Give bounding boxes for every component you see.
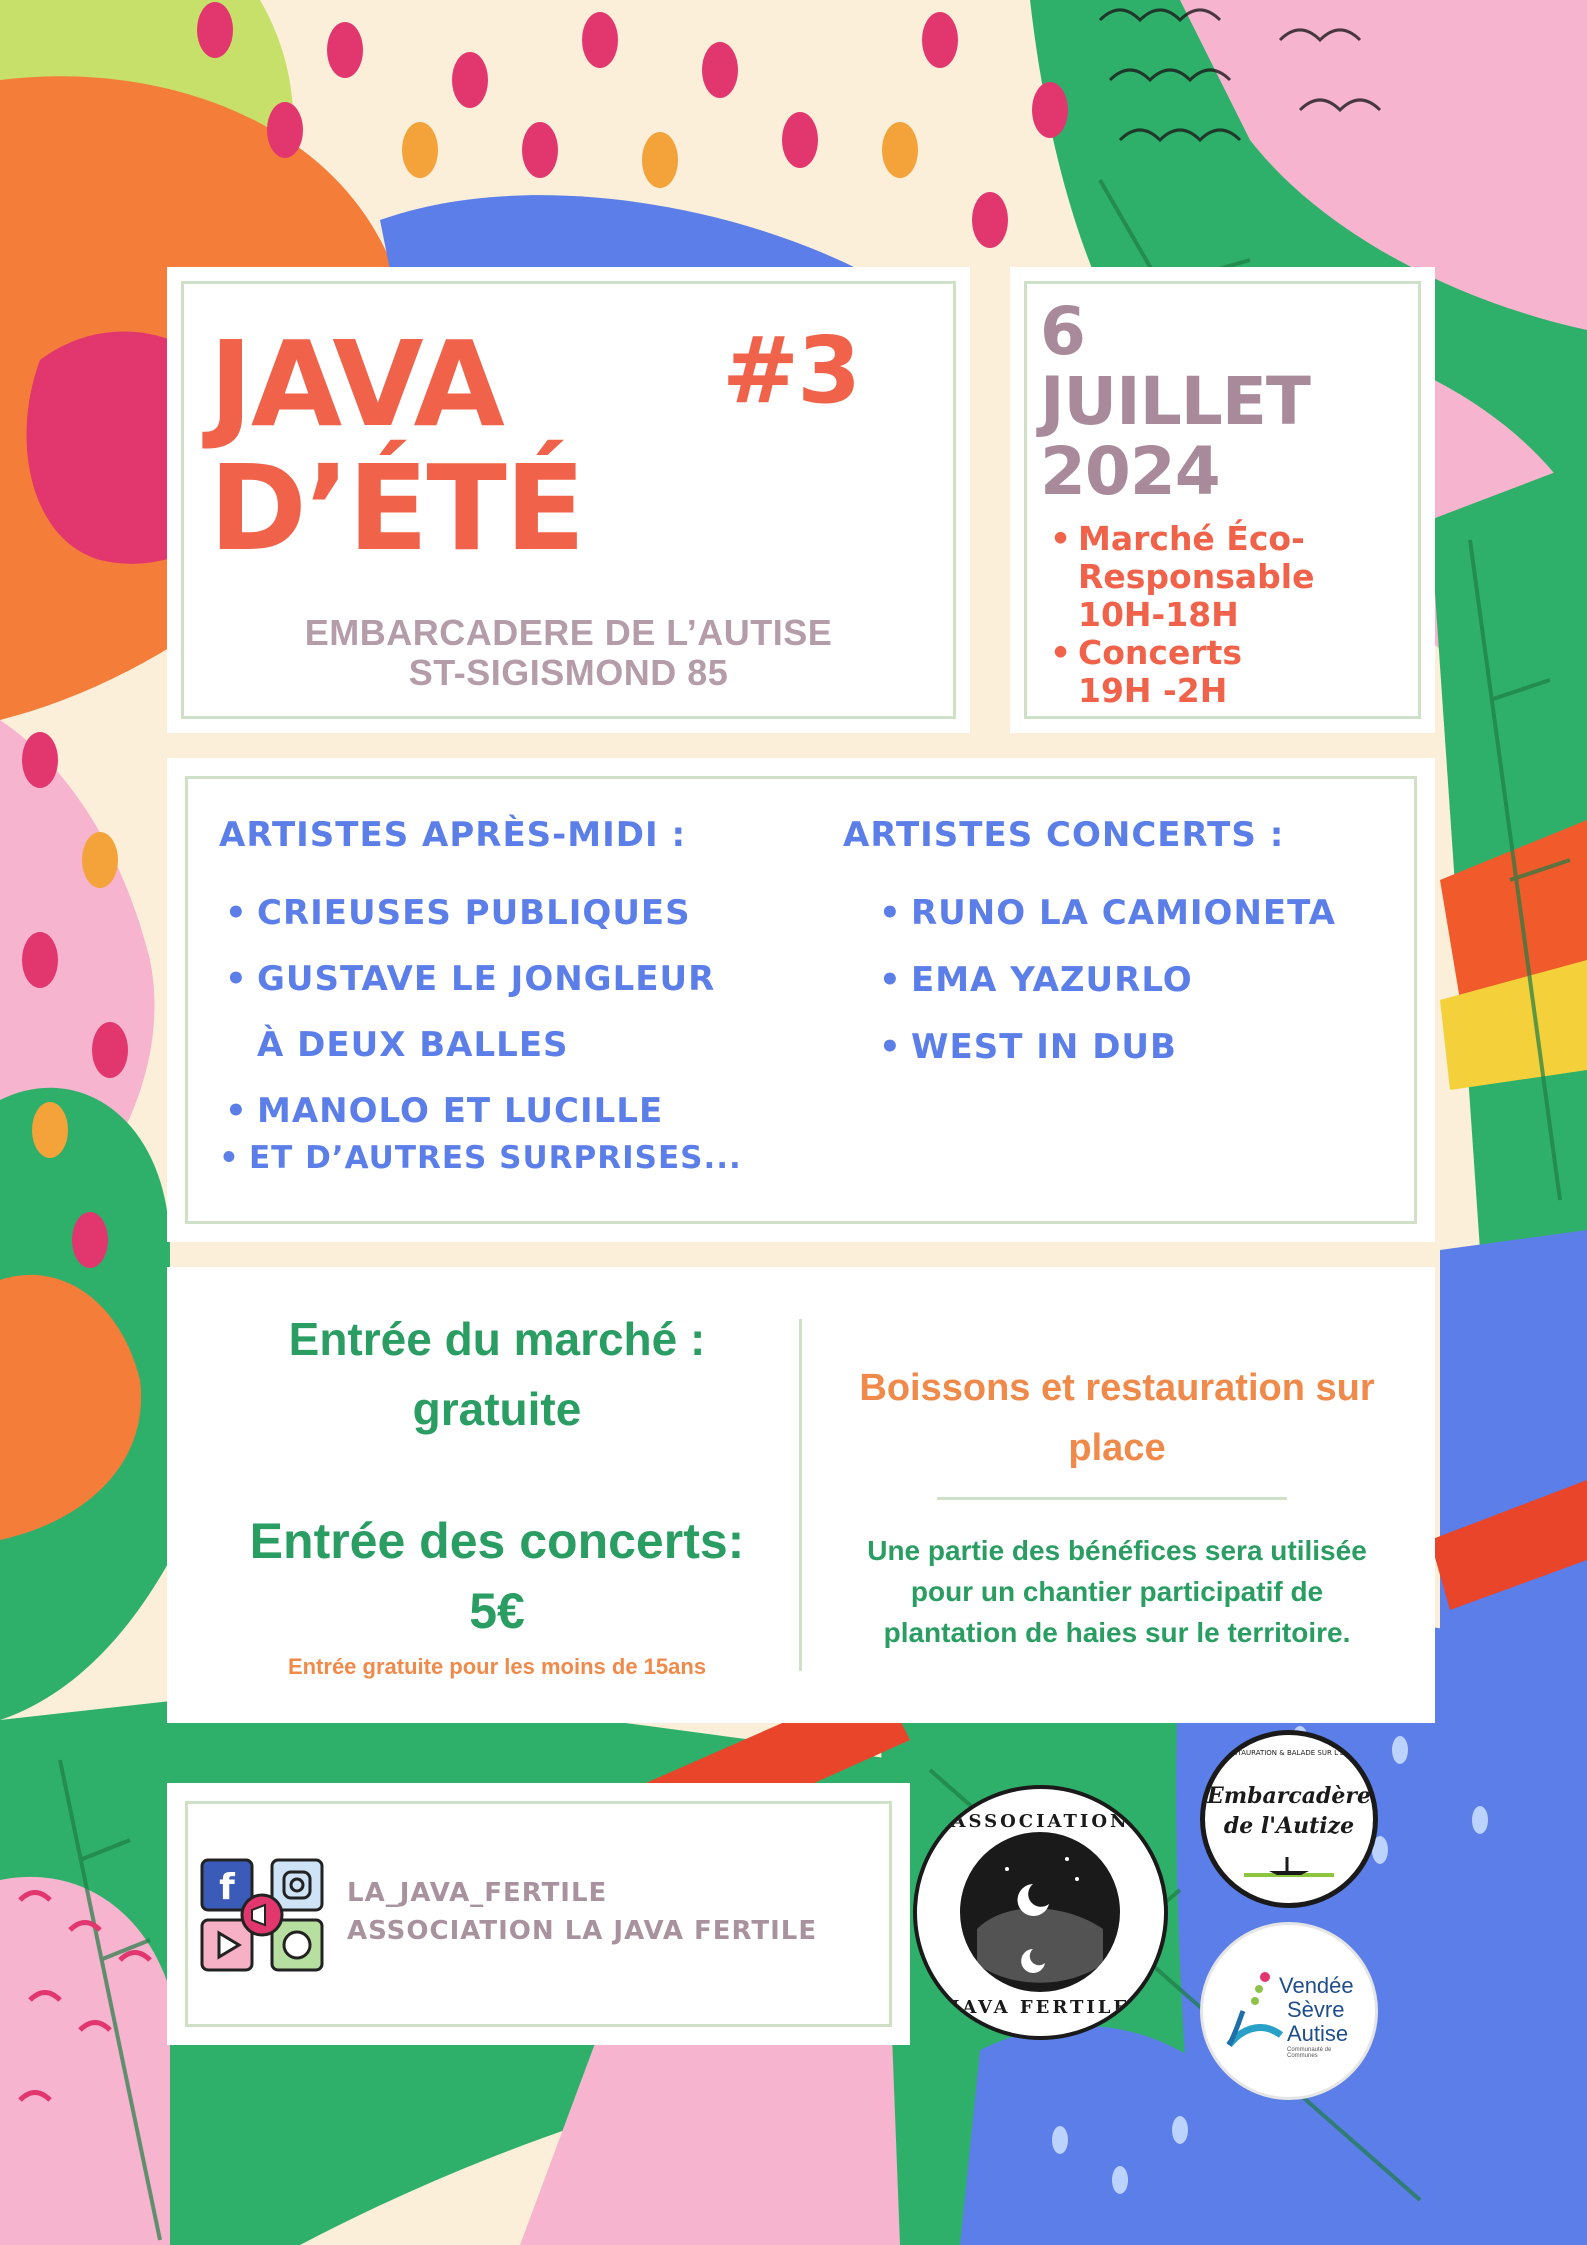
date-day: 6 <box>1040 293 1085 370</box>
embarcadere-name-cont: de l'Autize <box>1223 1813 1355 1839</box>
social-association: ASSOCIATION LA JAVA FERTILE <box>347 1916 818 1946</box>
event-number: #3 <box>722 317 860 424</box>
social-card <box>167 1783 910 2045</box>
schedule-concerts-hours: 19H -2H <box>1078 671 1228 710</box>
boat-icon <box>1239 1853 1339 1883</box>
schedule-market-hours: 10H-18H <box>1078 595 1239 634</box>
date-card <box>1010 267 1435 733</box>
afternoon-more <box>219 1140 742 1176</box>
vendee-sevre-autise-logo <box>1200 1922 1378 2100</box>
schedule-market-label: • Marché Éco- <box>1078 519 1305 558</box>
afternoon-artist: • GUSTAVE LE JONGLEUR <box>219 946 715 1012</box>
column-divider <box>799 1319 802 1671</box>
food-info: Boissons et restauration sur <box>859 1367 1375 1409</box>
schedule-list <box>1046 520 1314 710</box>
svg-text:f: f <box>219 1867 235 1908</box>
concert-entry-label: Entrée des concerts: <box>249 1513 745 1569</box>
embarcadere-logo <box>1200 1730 1378 1908</box>
benefit-note-3: plantation de haies sur le territoire. <box>883 1617 1351 1648</box>
social-handle: LA_JAVA_FERTILE <box>347 1878 608 1908</box>
concert-artist: • WEST IN DUB <box>873 1014 1336 1081</box>
title-card <box>167 267 970 733</box>
concert-artist: • RUNO LA CAMIONETA <box>873 880 1336 947</box>
food-info-cont: place <box>1068 1427 1166 1469</box>
food-divider <box>937 1497 1287 1500</box>
java-logo-top-text: ASSOCIATION <box>951 1811 1130 1832</box>
embarcadere-ring-text: RESTAURATION & BALADE SUR L'EAU <box>1223 1749 1355 1757</box>
concert-entry-price: 5€ <box>469 1583 525 1639</box>
event-title: JAVA <box>209 315 503 453</box>
vsa-name-3: Autise <box>1287 2021 1349 2046</box>
market-entry-price: gratuite <box>412 1383 582 1435</box>
date-month: JUILLET <box>1040 363 1310 440</box>
afternoon-more-text: ET D’AUTRES SURPRISES... <box>249 1140 742 1176</box>
afternoon-artists-heading: ARTISTES APRÈS-MIDI : <box>219 815 687 855</box>
vsa-name-2: Sèvre <box>1287 1997 1345 2022</box>
artists-card <box>167 758 1435 1242</box>
schedule-market-label-cont: Responsable <box>1078 557 1315 596</box>
venue-location: ST-SIGISMOND 85 <box>408 652 729 693</box>
benefit-note-1: Une partie des bénéfices sera utilisée <box>867 1535 1367 1566</box>
concert-free-note: Entrée gratuite pour les moins de 15ans <box>287 1654 707 1679</box>
event-subtitle: D’ÉTÉ <box>209 439 584 577</box>
afternoon-artists-list <box>219 880 715 1144</box>
concert-artists-list <box>873 880 1336 1081</box>
bullet: • <box>219 1140 240 1176</box>
date-year: 2024 <box>1040 433 1220 510</box>
java-fertile-logo <box>913 1785 1168 2040</box>
vsa-name-1: Vendée <box>1279 1973 1354 1998</box>
afternoon-artist-cont <box>219 1012 715 1078</box>
java-logo-bottom-text: JAVA FERTILE <box>950 1997 1131 2018</box>
afternoon-artist-cont-text: À DEUX BALLES <box>257 1025 569 1065</box>
vsa-swoosh-icon <box>1225 1965 1285 2055</box>
schedule-concerts <box>1046 634 1314 710</box>
concert-artist: • EMA YAZURLO <box>873 947 1336 1014</box>
afternoon-artist: • MANOLO ET LUCILLE <box>219 1078 715 1144</box>
schedule-concerts-label: • Concerts <box>1078 633 1243 672</box>
vsa-subtitle: Communauté de Communes <box>1287 2047 1332 2059</box>
schedule-market <box>1046 520 1314 634</box>
info-card <box>167 1267 1435 1723</box>
concert-artists-heading: ARTISTES CONCERTS : <box>843 815 1285 855</box>
afternoon-artist: • CRIEUSES PUBLIQUES <box>219 880 715 946</box>
benefit-note-2: pour un chantier participatif de <box>910 1576 1324 1607</box>
market-entry-label: Entrée du marché : <box>288 1313 706 1365</box>
venue-name: EMBARCADERE DE L’AUTISE <box>304 612 833 653</box>
embarcadere-name: Embarcadère <box>1207 1783 1371 1809</box>
social-media-icon <box>197 1855 327 1975</box>
